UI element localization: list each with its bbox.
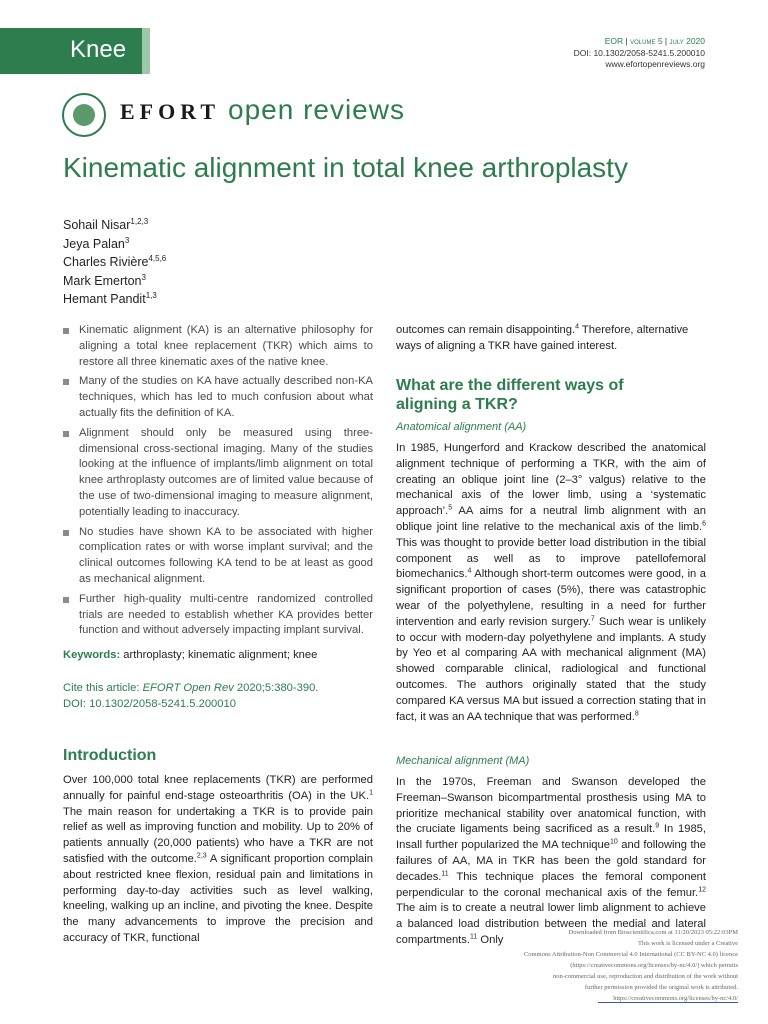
key-point: Kinematic alignment (KA) is an alternative philosophy for aligning a total knee replacement (TKR) which aims to restore all three kinematic axes of the native knee. [63,323,373,370]
introduction-text: Over 100,000 total knee replacements (TKR) are performed annually for painful end-stage osteoarthritis (OA) in the UK.$^1$ The main reason for undertaking a TKR is to provide pain relief as well as improving function and mobility. Up to 20% of patients annually (20,000 patients) who have a TKR are not satisfied with the outcome.$^{2,3}$ A significant proportion complain about restricted knee flexion, residual pain and limitations in performing day-to-day activities such as level walking, kneeling, walking up an incline, and pivoting the knee. Despite the many advancements to improve the precision and accuracy of TKR, functional [63,774,373,944]
subheading-mechanical: Mechanical alignment (MA) [396,755,530,767]
brand-efort: EFORT [120,99,221,124]
seal-tree-icon [73,104,95,126]
author: Mark Emerton$^3$ [63,272,146,288]
bullet-square-icon [63,597,69,603]
author: Sohail Nisar$^{1,2,3}$ [63,216,149,232]
bullet-square-icon [63,379,69,385]
keywords-text: arthroplasty; kinematic alignment; knee [120,649,318,661]
subheading-anatomical: Anatomical alignment (AA) [396,421,527,433]
mechanical-alignment-text: In the 1970s, Freeman and Swanson developed the Freeman–Swanson bicompartmental prosthesis using MA to prioritize mechanical stability over anatomical function, with the cruciate ligaments being sacrificed as a result.$^9$ In 1985, Insall further popularized the MA technique$^{10}$ and following the failures of AA, MA in TKR has been the gold standard for decades.$^{11}$ This technique places the femoral component perpendicular to the coronal mechanical axis of the femur.$^{12}$ The aim is to create a neutral lower limb alignment to achieve a balanced load distribution between the medial and lateral compartments.$^{11}$ Only [396,776,706,946]
journal-abbrev: EOR [604,36,624,46]
author-list [63,216,166,309]
anatomical-alignment-text: In 1985, Hungerford and Krackow described the anatomical alignment technique of performing a TKR, with the aim of creating an oblique joint line (2–3° valgus) relative to the mechanical axis of the lower limb, using a ‘systematic approach’.$^5$ AA aims for a neutral limb alignment with an oblique joint line relative to the mechanical axis of the limb.$^6$ This was thought to provide better load distribution in the tibial component as well as to improve patellofemoral biomechanics.$^4$ Although short-term outcomes were good, in a significant proportion of cases (5%), there was catastrophic wear of the polyethylene, resulting in a need for further intervention and early revision surgery.$^7$ Such wear is unlikely to occur with modern-day polyethylene and implants. A study by Yeo et al comparing AA with mechanical alignment (MA) showed comparable clinical, radiological and functional outcomes. The authors originally stated that the study compared KA versus MA but issued a correction stating that in fact, it was an AA technique that was performed.$^8$ [396,442,706,723]
key-point: Further high-quality multi-centre randomized controlled trials are needed to establish whether KA provides better function and without adversely impacting implant survival. [63,592,373,639]
license-url-link[interactable]: https://creativecommons.org/licenses/by-nc/4.0/ [613,995,738,1002]
key-point: Alignment should only be measured using three-dimensional cross-sectional imaging. Many of the studies looking at the influence of implants/limb alignment on total knee arthroplasty outcomes are of limited value because of the use of two-dimensional imaging to measure alignment, potentially leading to inaccuracy. [63,426,373,521]
citation: Cite this article: EFORT Open Rev 2020;5:380-390. DOI: 10.1302/2058-5241.5.200010 [63,681,373,713]
author: Hemant Pandit$^{1,3}$ [63,290,157,306]
journal-volume: volume 5 [630,36,663,46]
section-heading-alignment-ways: What are the different ways of aligning a TKR? [396,377,624,413]
keywords [63,648,373,664]
citation-doi: DOI: 10.1302/2058-5241.5.200010 [63,697,236,710]
key-point: No studies have shown KA to be associated with higher complication rates or with worse implant survival; and the clinical outcomes following KA tend to be at least as good as mechanical alignment. [63,525,373,588]
author: Charles Rivière$^{4,5,6}$ [63,253,167,269]
link-underline [598,1002,738,1003]
journal-url[interactable]: www.efortopenreviews.org [605,59,705,69]
journal-doi: DOI: 10.1302/2058-5241.5.200010 [573,47,705,58]
license-notice: Downloaded from Bioscientifica.com at 11/20/2023 05:22:03PM This work is licensed under a Creative Commons Attribution-Non Commercial 4.0 International (CC BY-NC 4.0) licence (https://creativecommons.org/licenses/by-nc/4.0/) which permits non-commercial use, reproduction and distribution of the work without further permission provided the original work is attributed. https://creativecommons.org/licenses/by-nc/4.0/ [438,927,738,1004]
key-points [63,323,373,643]
keywords-label: Keywords: [63,649,121,661]
author: Jeya Palan$^3$ [63,235,130,251]
bullet-square-icon [63,530,69,536]
journal-date: july 2020 [669,36,705,46]
journal-volume-line: EOR | volume 5 | july 2020 [604,36,705,46]
section-tab-label: Knee [70,36,127,63]
article-title: Kinematic alignment in total knee arthroplasty [63,152,628,183]
key-point: Many of the studies on KA have actually described non-KA techniques, which has led to much confusion about what actually fits the definition of KA. [63,374,373,421]
introduction-heading: Introduction [63,747,157,764]
section-tab [0,28,150,74]
download-stamp: Downloaded from Bioscientifica.com at 11/20/2023 05:22:03PM [568,929,738,936]
bullet-square-icon [63,431,69,437]
license-link[interactable]: (https://creativecommons.org/licenses/by-nc/4.0/) which permits [570,962,738,969]
section-tab-strip [142,28,150,74]
right-column-continuation: outcomes can remain disappointing.$^4$ Therefore, alternative ways of aligning a TKR have gained interest. [396,323,689,352]
brand-open-reviews: open reviews [228,94,405,125]
journal-header [574,36,705,71]
efort-seal-icon [62,93,106,137]
bullet-square-icon [63,328,69,334]
